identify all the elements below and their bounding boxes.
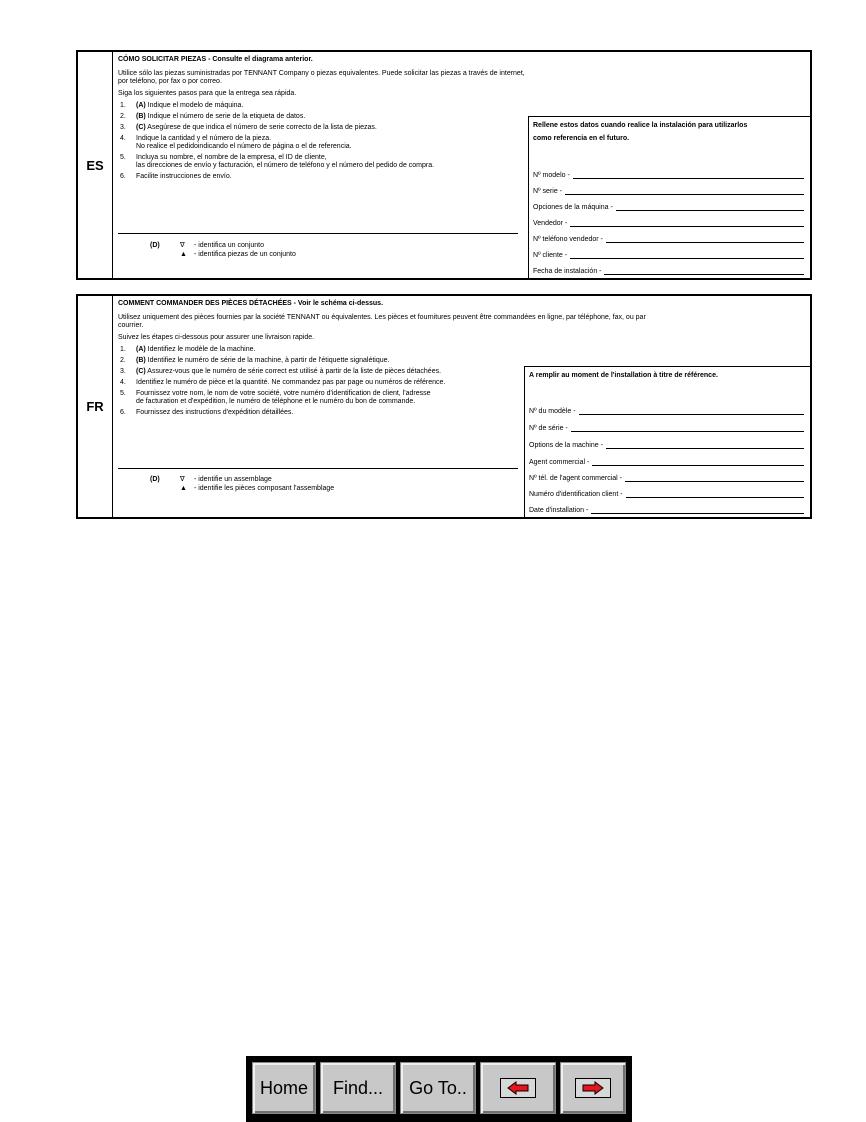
field-label: Vendedor - [533, 220, 568, 227]
field-customer[interactable] [533, 251, 804, 259]
legend-parts [180, 251, 296, 259]
step-number: 6. [120, 173, 126, 180]
field-label: Date d'installation - [529, 507, 589, 514]
intro-line-2: courrier. [118, 322, 144, 329]
box-title-line-1: Rellene estos datos cuando realice la instalación para utilizarlos [533, 122, 748, 129]
step-number: 4. [120, 379, 126, 386]
left-arrow-icon [500, 1078, 536, 1098]
step-item [118, 124, 518, 132]
legend-parts [180, 485, 334, 493]
step-number: 2. [120, 357, 126, 364]
field-model[interactable] [533, 171, 804, 179]
step-text: Fournissez votre nom, le nom de votre société, votre numéro d'identification de client, l'adresse [136, 390, 431, 397]
step-item [118, 173, 518, 181]
section-es [76, 50, 812, 280]
section-title: COMMENT COMMANDER DES PIÈCES DÉTACHÉES - Voir le schéma ci-dessus. [118, 300, 384, 307]
previous-page-button[interactable] [480, 1062, 556, 1114]
step-item [118, 379, 523, 387]
legend-assembly [180, 476, 272, 484]
intro-steps-note: Siga los siguientes pasos para que la entrega sea rápida. [118, 90, 297, 97]
step-text-line-2: las direcciones de envío y facturación, el número de teléfono y el número del pedido de compra. [136, 162, 435, 169]
next-page-button[interactable] [560, 1062, 626, 1114]
step-text: Fournissez des instructions d'expédition détaillées. [136, 409, 294, 416]
left-arrow-glyph [507, 1081, 529, 1095]
solid-triangle-icon: ▲ [180, 251, 187, 258]
step-number: 3. [120, 124, 126, 131]
divider [118, 468, 518, 469]
field-line[interactable] [565, 187, 804, 195]
find-button[interactable]: Find... [320, 1062, 396, 1114]
field-label: Opciones de la máquina - [533, 204, 613, 211]
field-label: Nº du modèle - [529, 408, 576, 415]
language-label: FR [78, 296, 113, 517]
field-label: Nº serie - [533, 188, 563, 195]
intro-paragraph [118, 314, 804, 330]
step-item [118, 409, 523, 417]
field-dealer-phone[interactable] [529, 474, 804, 482]
field-dealer[interactable] [529, 458, 804, 466]
field-line[interactable] [604, 267, 804, 275]
steps-list [118, 102, 518, 181]
field-label: Agent commercial - [529, 459, 590, 466]
step-text: Identifiez le modèle de la machine. [145, 346, 256, 353]
field-line[interactable] [625, 474, 804, 482]
right-arrow-glyph [582, 1081, 604, 1095]
field-dealer[interactable] [533, 219, 804, 227]
step-key: (B) [136, 357, 146, 364]
field-line[interactable] [592, 458, 804, 466]
step-item [118, 154, 518, 170]
legend-key: (D) [150, 242, 160, 249]
step-item [118, 135, 518, 151]
open-triangle-icon: ∇ [180, 242, 185, 249]
field-serial[interactable] [533, 187, 804, 195]
step-key: (C) [136, 368, 146, 375]
step-number: 2. [120, 113, 126, 120]
field-label: Nº cliente - [533, 252, 568, 259]
step-item [118, 113, 518, 121]
section-fr [76, 294, 812, 519]
step-key: (C) [136, 124, 146, 131]
step-text: Indique la cantidad y el número de la pieza. [136, 135, 272, 142]
field-model[interactable] [529, 407, 804, 415]
step-text: Facilite instrucciones de envío. [136, 173, 232, 180]
intro-steps-note: Suivez les étapes ci-dessous pour assurer une livraison rapide. [118, 334, 315, 341]
field-label: Options de la machine - [529, 442, 603, 449]
box-title-line-2: como referencia en el futuro. [533, 135, 630, 142]
step-key: (A) [136, 346, 146, 353]
legend-text: - identifie les pièces composant l'assemblage [192, 485, 335, 492]
field-customer[interactable] [529, 490, 804, 498]
goto-button[interactable]: Go To.. [400, 1062, 476, 1114]
step-key: (A) [136, 102, 146, 109]
field-line[interactable] [571, 424, 804, 432]
field-dealer-phone[interactable] [533, 235, 804, 243]
step-number: 6. [120, 409, 126, 416]
field-line[interactable] [626, 490, 804, 498]
legend-text: - identifie un assemblage [192, 476, 272, 483]
field-options[interactable] [533, 203, 804, 211]
step-item [118, 357, 523, 365]
language-label: ES [78, 52, 113, 278]
field-line[interactable] [591, 506, 804, 514]
right-arrow-icon [575, 1078, 611, 1098]
step-text: Indique el número de serie de la etiqueta de datos. [145, 113, 306, 120]
field-install-date[interactable] [533, 267, 804, 275]
intro-line-2: por teléfono, por fax o por correo. [118, 78, 222, 85]
step-item [118, 346, 523, 354]
step-text: Assurez-vous que le numéro de série correct est utilisé à partir de la liste de pièces détachées. [145, 368, 442, 375]
field-label: Nº teléfono vendedor - [533, 236, 603, 243]
step-text-line-2: No realice el pedidoindicando el número de página o el de referencia. [136, 143, 352, 150]
field-serial[interactable] [529, 424, 804, 432]
step-text: Incluya su nombre, el nombre de la empresa, el ID de cliente, [136, 154, 327, 161]
field-line[interactable] [579, 407, 804, 415]
step-number: 1. [120, 102, 126, 109]
step-text-line-2: de facturation et d'expédition, le numéro de téléphone et le numéro du bon de commande. [136, 398, 416, 405]
step-text: Indique el modelo de máquina. [145, 102, 244, 109]
section-title: CÓMO SOLICITAR PIEZAS - Consulte el diagrama anterior. [118, 56, 313, 63]
step-item [118, 102, 518, 110]
step-text: Asegúrese de que indica el número de serie correcto de la lista de piezas. [145, 124, 377, 131]
step-number: 4. [120, 135, 126, 142]
field-label: Numéro d'identification client - [529, 491, 623, 498]
field-line[interactable] [570, 219, 804, 227]
divider [118, 233, 518, 234]
steps-list [118, 346, 523, 417]
field-install-date[interactable] [529, 506, 804, 514]
field-label: Nº modelo - [533, 172, 570, 179]
installation-info-box [524, 366, 810, 517]
step-text: Identifiez le numéro de pièce et la quantité. Ne commandez pas par page ou numéros de référence. [136, 379, 446, 386]
intro-paragraph [118, 70, 804, 86]
legend-text: - identifica piezas de un conjunto [192, 251, 296, 258]
step-item [118, 368, 523, 376]
step-key: (B) [136, 113, 146, 120]
navigation-bar [246, 1056, 632, 1122]
step-number: 1. [120, 346, 126, 353]
field-label: Nº tél. de l'agent commercial - [529, 475, 622, 482]
legend-text: - identifica un conjunto [192, 242, 264, 249]
field-options[interactable] [529, 441, 804, 449]
box-title: A remplir au moment de l'installation à titre de référence. [529, 372, 718, 379]
step-number: 5. [120, 390, 126, 397]
legend-key: (D) [150, 476, 160, 483]
field-line[interactable] [606, 441, 804, 449]
step-number: 3. [120, 368, 126, 375]
field-line[interactable] [573, 171, 804, 179]
field-line[interactable] [570, 251, 804, 259]
field-label: Fecha de instalación - [533, 268, 602, 275]
step-item [118, 390, 523, 406]
installation-info-box [528, 116, 810, 278]
intro-line-1: Utilice sólo las piezas suministradas por TENNANT Company o piezas equivalentes. Puede solicitar las piezas a través de internet, [118, 70, 525, 77]
field-line[interactable] [616, 203, 804, 211]
home-button[interactable]: Home [252, 1062, 316, 1114]
box-title [529, 117, 810, 145]
open-triangle-icon: ∇ [180, 476, 185, 483]
step-text: Identifiez le numéro de série de la machine, à partir de l'étiquette signalétique. [145, 357, 390, 364]
field-label: Nº de série - [529, 425, 568, 432]
step-number: 5. [120, 154, 126, 161]
legend-assembly [180, 242, 264, 250]
intro-line-1: Utilisez uniquement des pièces fournies par la société TENNANT ou équivalentes. Les pièces et fournitures peuvent être commandées en ligne, par téléphone, fax, ou par [118, 314, 646, 321]
field-line[interactable] [606, 235, 804, 243]
solid-triangle-icon: ▲ [180, 485, 187, 492]
